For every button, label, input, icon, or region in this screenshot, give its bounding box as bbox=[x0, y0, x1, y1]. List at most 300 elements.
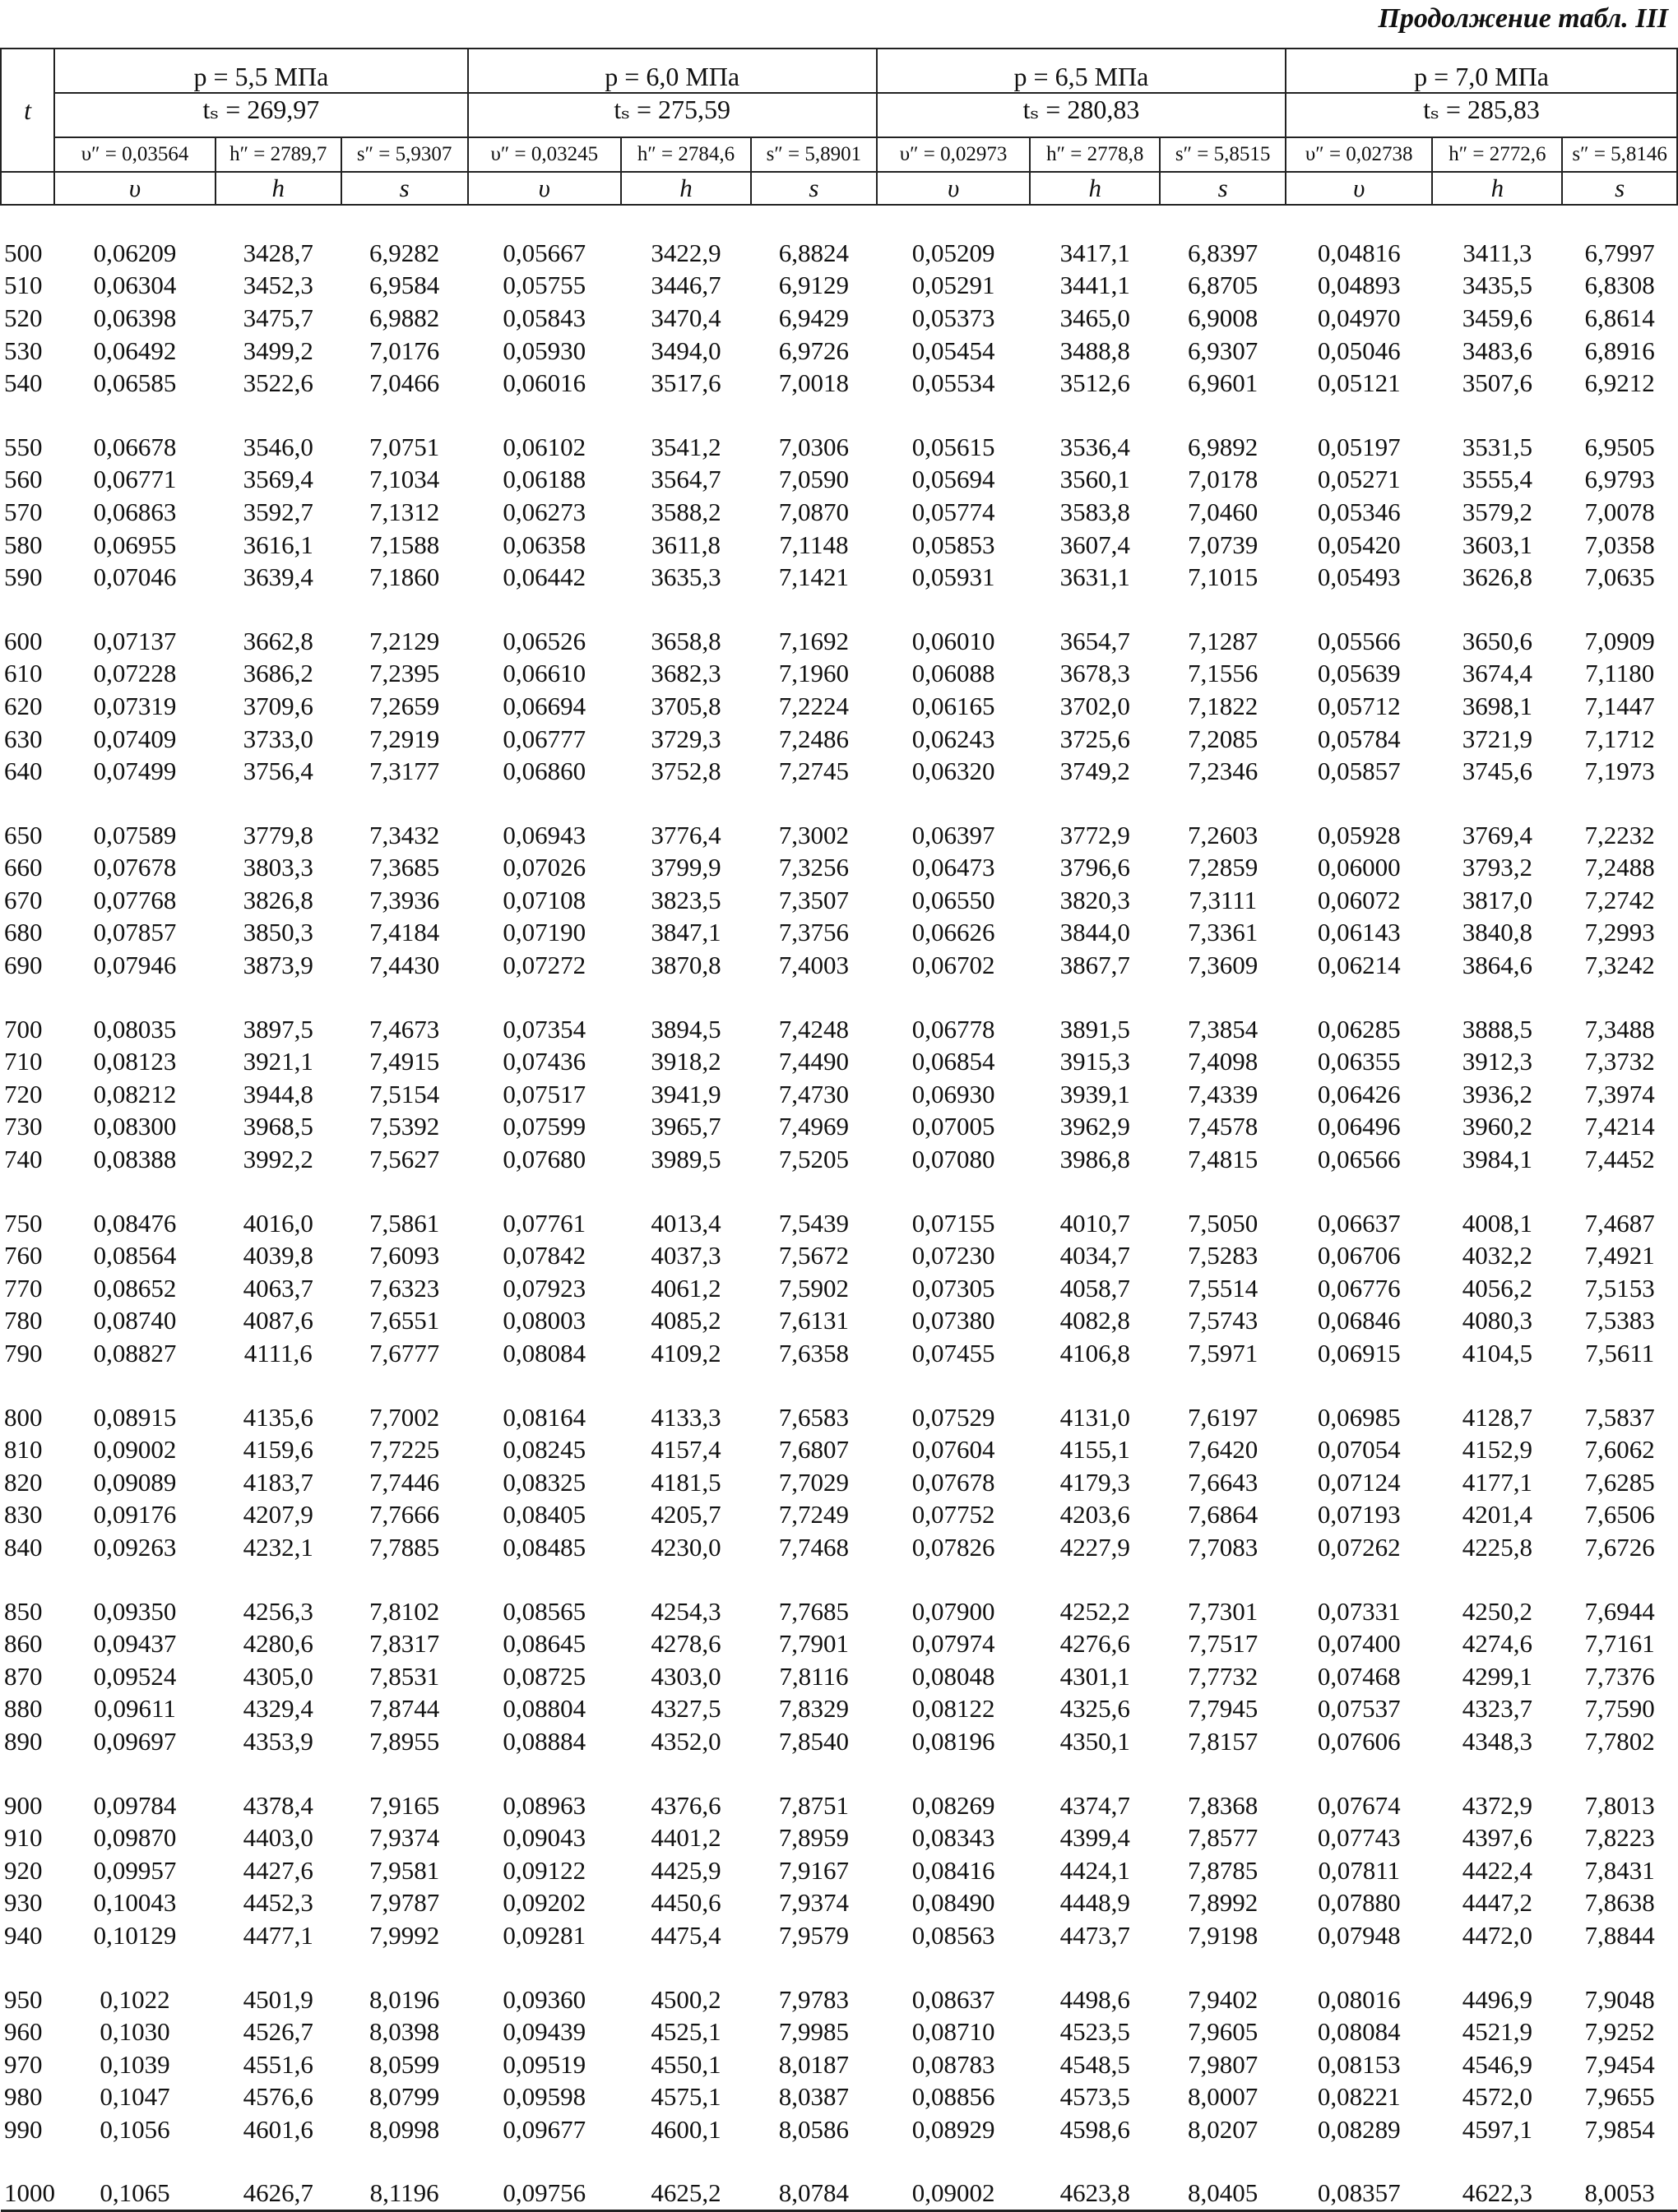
v-cell-3: 0,05121 bbox=[1317, 368, 1401, 398]
temperature-cell: 510 bbox=[4, 271, 43, 300]
s-cell-0: 6,9584 bbox=[369, 271, 440, 300]
h-cell-3: 4546,9 bbox=[1462, 2049, 1532, 2079]
h-cell-1: 4157,4 bbox=[651, 1435, 721, 1465]
h-cell-3: 4622,3 bbox=[1432, 2177, 1562, 2211]
col-v-3: υ bbox=[1286, 172, 1432, 205]
h-cell-2: 4106,8 bbox=[1059, 1339, 1130, 1368]
table-row bbox=[1, 658, 1677, 691]
s-cell-1: 7,4969 bbox=[778, 1112, 850, 1141]
s-cell-3: 7,6506 bbox=[1584, 1500, 1655, 1529]
v-cell-2: 0,05774 bbox=[911, 497, 995, 526]
s-cell-3: 7,9048 bbox=[1584, 1984, 1655, 2014]
h-cell-0: 3686,2 bbox=[243, 659, 313, 688]
table-row bbox=[1, 2015, 1677, 2048]
v-cell-1: 0,07517 bbox=[503, 1079, 586, 1108]
v-cell-1: 0,09756 bbox=[468, 2177, 621, 2211]
v-cell-0: 0,09350 bbox=[93, 1596, 177, 1626]
s-cell-3: 7,5153 bbox=[1584, 1273, 1655, 1303]
h-cell-3: 3984,1 bbox=[1462, 1145, 1532, 1174]
v-cell-1: 0,08804 bbox=[503, 1694, 586, 1724]
row-group-gap bbox=[1, 2146, 1677, 2177]
h-cell-3: 3888,5 bbox=[1462, 1014, 1532, 1044]
h-cell-2: 4523,5 bbox=[1059, 2017, 1130, 2047]
h-cell-0: 3662,8 bbox=[243, 626, 313, 655]
v-cell-2: 0,06854 bbox=[911, 1047, 995, 1076]
h-cell-3: 4008,1 bbox=[1462, 1208, 1532, 1238]
table-row bbox=[1, 2081, 1677, 2114]
s-cell-2: 6,9601 bbox=[1188, 368, 1258, 398]
s-cell-1: 7,9374 bbox=[778, 1888, 850, 1918]
v-cell-0: 0,1047 bbox=[100, 2082, 170, 2112]
s-cell-0: 7,5861 bbox=[369, 1208, 440, 1238]
temperature-cell: 600 bbox=[4, 626, 43, 655]
s-cell-3: 6,8614 bbox=[1584, 303, 1655, 332]
v-cell-3: 0,08016 bbox=[1317, 1984, 1401, 2014]
temperature-cell: 940 bbox=[4, 1920, 43, 1950]
sat-h-3: h″ = 2772,6 bbox=[1432, 137, 1562, 172]
s-cell-3: 7,1180 bbox=[1585, 659, 1655, 688]
h-cell-3: 4274,6 bbox=[1462, 1629, 1532, 1659]
v-cell-1: 0,07190 bbox=[503, 918, 586, 947]
h-cell-1: 3705,8 bbox=[651, 691, 721, 720]
v-cell-0: 0,09697 bbox=[93, 1726, 177, 1756]
sat-v-0: υ″ = 0,03564 bbox=[54, 137, 216, 172]
v-cell-2: 0,06088 bbox=[911, 659, 995, 688]
temperature-cell: 550 bbox=[4, 432, 43, 461]
table-row bbox=[1, 1239, 1677, 1272]
s-cell-3: 7,3974 bbox=[1584, 1079, 1655, 1108]
v-cell-3: 0,05639 bbox=[1317, 659, 1401, 688]
v-cell-1: 0,05667 bbox=[503, 238, 586, 267]
v-cell-3: 0,08153 bbox=[1317, 2049, 1401, 2079]
v-cell-2: 0,07752 bbox=[911, 1500, 995, 1529]
s-cell-2: 6,9008 bbox=[1188, 303, 1258, 332]
h-cell-0: 3475,7 bbox=[243, 303, 313, 332]
v-cell-0: 0,07589 bbox=[93, 820, 177, 849]
v-cell-2: 0,08490 bbox=[911, 1888, 995, 1918]
table-row bbox=[1, 1078, 1677, 1111]
temperature-cell: 830 bbox=[4, 1500, 43, 1529]
h-cell-1: 3517,6 bbox=[651, 368, 721, 398]
v-cell-2: 0,05615 bbox=[911, 432, 995, 461]
h-cell-1: 3894,5 bbox=[651, 1014, 721, 1044]
temperature-cell: 650 bbox=[4, 820, 43, 849]
v-cell-2: 0,07230 bbox=[911, 1241, 995, 1270]
col-v-0: υ bbox=[54, 172, 216, 205]
h-cell-2: 3512,6 bbox=[1059, 368, 1130, 398]
h-cell-1: 3611,8 bbox=[651, 530, 721, 559]
v-cell-2: 0,07305 bbox=[911, 1273, 995, 1303]
v-cell-0: 0,08123 bbox=[93, 1047, 177, 1076]
table-row bbox=[1, 561, 1677, 594]
temperature-cell: 590 bbox=[4, 562, 43, 592]
temperature-cell: 740 bbox=[4, 1145, 43, 1174]
table-row bbox=[1, 270, 1677, 303]
v-cell-3: 0,06285 bbox=[1317, 1014, 1401, 1044]
v-cell-0: 0,10043 bbox=[93, 1888, 177, 1918]
s-cell-1: 6,9429 bbox=[778, 303, 850, 332]
h-cell-0: 4452,3 bbox=[243, 1888, 313, 1918]
h-cell-3: 4080,3 bbox=[1462, 1306, 1532, 1335]
v-cell-2: 0,06397 bbox=[911, 820, 995, 849]
s-cell-0: 7,7002 bbox=[369, 1402, 440, 1432]
h-cell-2: 3867,7 bbox=[1059, 951, 1130, 980]
table-row bbox=[1, 1887, 1677, 1920]
h-cell-0: 3968,5 bbox=[243, 1112, 313, 1141]
v-cell-1: 0,08164 bbox=[503, 1402, 586, 1432]
v-cell-0: 0,08300 bbox=[93, 1112, 177, 1141]
s-cell-0: 7,8955 bbox=[369, 1726, 440, 1756]
s-cell-0: 7,0466 bbox=[369, 368, 440, 398]
v-cell-2: 0,05454 bbox=[911, 336, 995, 365]
v-cell-2: 0,05209 bbox=[911, 238, 995, 267]
h-cell-0: 4601,6 bbox=[243, 2114, 313, 2144]
v-cell-2: 0,08637 bbox=[911, 1984, 995, 2014]
temperature-header: t bbox=[1, 49, 54, 172]
s-cell-2: 7,4578 bbox=[1188, 1112, 1258, 1141]
h-cell-1: 4376,6 bbox=[651, 1790, 721, 1820]
v-cell-0: 0,07768 bbox=[93, 885, 177, 914]
v-cell-0: 0,06955 bbox=[93, 530, 177, 559]
v-cell-2: 0,07005 bbox=[911, 1112, 995, 1141]
v-cell-0: 0,06209 bbox=[93, 238, 177, 267]
table-row bbox=[1, 2177, 1677, 2211]
v-cell-2: 0,06165 bbox=[911, 691, 995, 720]
h-cell-3: 3817,0 bbox=[1462, 885, 1532, 914]
h-cell-1: 4254,3 bbox=[651, 1596, 721, 1626]
h-cell-2: 3536,4 bbox=[1059, 432, 1130, 461]
h-cell-0: 4159,6 bbox=[243, 1435, 313, 1465]
row-group-gap bbox=[1, 1370, 1677, 1401]
h-cell-1: 4230,0 bbox=[651, 1532, 721, 1562]
table-row bbox=[1, 1693, 1677, 1726]
s-cell-1: 7,0018 bbox=[778, 368, 850, 398]
v-cell-1: 0,09439 bbox=[503, 2017, 586, 2047]
v-cell-0: 0,06398 bbox=[93, 303, 177, 332]
s-cell-0: 7,9787 bbox=[369, 1888, 440, 1918]
h-cell-1: 4061,2 bbox=[651, 1273, 721, 1303]
s-cell-3: 6,9505 bbox=[1584, 432, 1655, 461]
h-cell-2: 3465,0 bbox=[1059, 303, 1130, 332]
h-cell-0: 3944,8 bbox=[243, 1079, 313, 1108]
v-cell-0: 0,09611 bbox=[94, 1694, 176, 1724]
s-cell-3: 7,0078 bbox=[1584, 497, 1655, 526]
table-row bbox=[1, 1045, 1677, 1078]
table-caption: Продолжение табл. III bbox=[1378, 3, 1668, 34]
s-cell-2: 7,0178 bbox=[1188, 465, 1258, 494]
sat-h-0: h″ = 2789,7 bbox=[216, 137, 341, 172]
s-cell-2: 7,6197 bbox=[1188, 1402, 1258, 1432]
table-row bbox=[1, 723, 1677, 756]
col-h-0: h bbox=[216, 172, 341, 205]
group-saturation-temp-0: tₛ = 269,97 bbox=[54, 93, 467, 137]
v-cell-0: 0,1065 bbox=[54, 2177, 216, 2211]
h-cell-1: 4550,1 bbox=[651, 2049, 721, 2079]
table-row bbox=[1, 367, 1677, 400]
sat-s-3: s″ = 5,8146 bbox=[1562, 137, 1677, 172]
s-cell-3: 7,6944 bbox=[1584, 1596, 1655, 1626]
h-cell-1: 3729,3 bbox=[651, 724, 721, 753]
h-cell-3: 4152,9 bbox=[1462, 1435, 1532, 1465]
h-cell-2: 3962,9 bbox=[1059, 1112, 1130, 1141]
temperature-cell: 970 bbox=[4, 2049, 43, 2079]
s-cell-2: 7,1556 bbox=[1188, 659, 1258, 688]
v-cell-2: 0,06473 bbox=[911, 853, 995, 882]
h-cell-1: 4450,6 bbox=[651, 1888, 721, 1918]
s-cell-1: 7,9579 bbox=[778, 1920, 850, 1950]
s-cell-3: 7,4452 bbox=[1584, 1145, 1655, 1174]
v-cell-3: 0,06072 bbox=[1317, 885, 1401, 914]
h-cell-2: 3560,1 bbox=[1059, 465, 1130, 494]
s-cell-3: 7,4687 bbox=[1584, 1208, 1655, 1238]
s-cell-0: 7,9374 bbox=[369, 1823, 440, 1853]
v-cell-0: 0,08740 bbox=[93, 1306, 177, 1335]
s-cell-1: 7,4730 bbox=[778, 1079, 850, 1108]
v-cell-1: 0,09360 bbox=[503, 1984, 586, 2014]
v-cell-1: 0,06358 bbox=[503, 530, 586, 559]
temperature-cell: 620 bbox=[4, 691, 43, 720]
s-cell-2: 7,0739 bbox=[1188, 530, 1258, 559]
s-cell-3: 7,7590 bbox=[1584, 1694, 1655, 1724]
h-cell-1: 3965,7 bbox=[651, 1112, 721, 1141]
h-cell-1: 3541,2 bbox=[651, 432, 721, 461]
h-cell-1: 4037,3 bbox=[651, 1241, 721, 1270]
h-cell-1: 4327,5 bbox=[651, 1694, 721, 1724]
gap-cell bbox=[1, 788, 1677, 819]
s-cell-1: 7,5902 bbox=[778, 1273, 850, 1303]
h-cell-0: 3733,0 bbox=[243, 724, 313, 753]
v-cell-0: 0,08476 bbox=[93, 1208, 177, 1238]
h-cell-0: 3803,3 bbox=[243, 853, 313, 882]
s-cell-3: 7,0635 bbox=[1584, 562, 1655, 592]
row-group-gap bbox=[1, 594, 1677, 625]
v-cell-1: 0,08325 bbox=[503, 1467, 586, 1497]
s-cell-1: 7,8751 bbox=[778, 1790, 850, 1820]
h-cell-3: 3936,2 bbox=[1462, 1079, 1532, 1108]
s-cell-3: 7,6726 bbox=[1584, 1532, 1655, 1562]
s-cell-2: 7,6643 bbox=[1188, 1467, 1258, 1497]
h-cell-3: 4201,4 bbox=[1462, 1500, 1532, 1529]
s-cell-1: 7,3507 bbox=[778, 885, 850, 914]
h-cell-1: 3752,8 bbox=[651, 757, 721, 786]
table-row bbox=[1, 949, 1677, 982]
h-cell-0: 3897,5 bbox=[243, 1014, 313, 1044]
h-cell-1: 3918,2 bbox=[651, 1047, 721, 1076]
v-cell-3: 0,07880 bbox=[1317, 1888, 1401, 1918]
col-s-2: s bbox=[1160, 172, 1286, 205]
v-cell-3: 0,05493 bbox=[1317, 562, 1401, 592]
table-row bbox=[1, 1660, 1677, 1693]
v-cell-1: 0,05755 bbox=[503, 271, 586, 300]
v-cell-2: 0,08929 bbox=[911, 2114, 995, 2144]
temperature-cell: 910 bbox=[4, 1823, 43, 1853]
v-cell-0: 0,06492 bbox=[93, 336, 177, 365]
h-cell-2: 4598,6 bbox=[1059, 2114, 1130, 2144]
s-cell-3: 7,4921 bbox=[1584, 1241, 1655, 1270]
sat-v-1: υ″ = 0,03245 bbox=[468, 137, 621, 172]
temperature-cell: 960 bbox=[4, 2017, 43, 2047]
temperature-cell: 560 bbox=[4, 465, 43, 494]
v-cell-2: 0,06010 bbox=[911, 626, 995, 655]
h-cell-1: 4625,2 bbox=[621, 2177, 751, 2211]
gap-cell bbox=[1, 1952, 1677, 1983]
s-cell-3: 7,6285 bbox=[1584, 1467, 1655, 1497]
table-row bbox=[1, 1013, 1677, 1046]
table-row bbox=[1, 852, 1677, 885]
s-cell-2: 7,3854 bbox=[1188, 1014, 1258, 1044]
table-row bbox=[1, 1466, 1677, 1499]
h-cell-3: 4521,9 bbox=[1462, 2017, 1532, 2047]
h-cell-3: 4299,1 bbox=[1462, 1661, 1532, 1691]
v-cell-3: 0,05566 bbox=[1317, 626, 1401, 655]
h-cell-2: 4573,5 bbox=[1059, 2082, 1130, 2112]
v-cell-3: 0,06000 bbox=[1317, 853, 1401, 882]
h-cell-3: 3840,8 bbox=[1462, 918, 1532, 947]
v-cell-0: 0,08915 bbox=[93, 1402, 177, 1432]
h-cell-2: 4325,6 bbox=[1059, 1694, 1130, 1724]
v-cell-2: 0,06243 bbox=[911, 724, 995, 753]
s-cell-2: 7,9807 bbox=[1188, 2049, 1258, 2079]
v-cell-0: 0,09870 bbox=[93, 1823, 177, 1853]
temperature-cell: 850 bbox=[4, 1596, 43, 1626]
v-cell-1: 0,07923 bbox=[503, 1273, 586, 1303]
s-cell-1: 7,7468 bbox=[778, 1532, 850, 1562]
v-cell-2: 0,05534 bbox=[911, 368, 995, 398]
s-cell-1: 7,1421 bbox=[778, 562, 850, 592]
s-cell-2: 6,9892 bbox=[1188, 432, 1258, 461]
temperature-cell: 660 bbox=[4, 853, 43, 882]
v-cell-1: 0,09519 bbox=[503, 2049, 586, 2079]
v-cell-1: 0,08884 bbox=[503, 1726, 586, 1756]
v-cell-3: 0,06985 bbox=[1317, 1402, 1401, 1432]
s-cell-3: 7,2488 bbox=[1584, 853, 1655, 882]
h-cell-2: 4058,7 bbox=[1059, 1273, 1130, 1303]
h-cell-3: 3626,8 bbox=[1462, 562, 1532, 592]
s-cell-1: 7,4003 bbox=[778, 951, 850, 980]
h-cell-0: 4576,6 bbox=[243, 2082, 313, 2112]
s-cell-3: 7,8223 bbox=[1584, 1823, 1655, 1853]
group-saturation-temp-1: tₛ = 275,59 bbox=[468, 93, 877, 137]
v-cell-0: 0,07946 bbox=[93, 951, 177, 980]
h-cell-1: 3494,0 bbox=[651, 336, 721, 365]
h-cell-0: 4135,6 bbox=[243, 1402, 313, 1432]
h-cell-0: 3616,1 bbox=[243, 530, 313, 559]
h-cell-2: 4034,7 bbox=[1059, 1241, 1130, 1270]
s-cell-1: 7,8116 bbox=[779, 1661, 849, 1691]
v-cell-2: 0,08856 bbox=[911, 2082, 995, 2112]
table-row bbox=[1, 335, 1677, 368]
s-cell-3: 8,0053 bbox=[1562, 2177, 1677, 2211]
h-cell-0: 4501,9 bbox=[243, 1984, 313, 2014]
v-cell-1: 0,08405 bbox=[503, 1500, 586, 1529]
v-cell-3: 0,06637 bbox=[1317, 1208, 1401, 1238]
s-cell-0: 7,9165 bbox=[369, 1790, 440, 1820]
col-h-1: h bbox=[621, 172, 751, 205]
s-cell-2: 7,5283 bbox=[1188, 1241, 1258, 1270]
h-cell-0: 4087,6 bbox=[243, 1306, 313, 1335]
temperature-cell: 630 bbox=[4, 724, 43, 753]
s-cell-1: 7,1148 bbox=[779, 530, 849, 559]
s-cell-0: 7,2129 bbox=[369, 626, 440, 655]
s-cell-0: 7,8744 bbox=[369, 1694, 440, 1724]
s-cell-1: 7,6583 bbox=[778, 1402, 850, 1432]
s-cell-2: 7,5514 bbox=[1188, 1273, 1258, 1303]
s-cell-1: 7,2486 bbox=[778, 724, 850, 753]
h-cell-2: 4473,7 bbox=[1059, 1920, 1130, 1950]
v-cell-1: 0,09043 bbox=[503, 1823, 586, 1853]
temperature-cell: 710 bbox=[4, 1047, 43, 1076]
s-cell-0: 8,0196 bbox=[369, 1984, 440, 2014]
s-cell-3: 6,9212 bbox=[1584, 368, 1655, 398]
v-cell-3: 0,05857 bbox=[1317, 757, 1401, 786]
s-cell-0: 7,7446 bbox=[369, 1467, 440, 1497]
h-cell-2: 3702,0 bbox=[1059, 691, 1130, 720]
gap-cell bbox=[1, 594, 1677, 625]
v-cell-2: 0,08783 bbox=[911, 2049, 995, 2079]
v-cell-1: 0,08084 bbox=[503, 1339, 586, 1368]
v-cell-2: 0,09002 bbox=[877, 2177, 1030, 2211]
s-cell-2: 7,7083 bbox=[1188, 1532, 1258, 1562]
s-cell-1: 6,9726 bbox=[778, 336, 850, 365]
s-cell-0: 7,4915 bbox=[369, 1047, 440, 1076]
h-cell-3: 4372,9 bbox=[1462, 1790, 1532, 1820]
s-cell-2: 7,8577 bbox=[1188, 1823, 1258, 1853]
s-cell-1: 7,8540 bbox=[778, 1726, 850, 1756]
s-cell-1: 7,5439 bbox=[778, 1208, 850, 1238]
h-cell-0: 3428,7 bbox=[243, 238, 313, 267]
h-cell-0: 4063,7 bbox=[243, 1273, 313, 1303]
table-row bbox=[1, 1401, 1677, 1434]
s-cell-3: 7,2993 bbox=[1584, 918, 1655, 947]
h-cell-2: 3417,1 bbox=[1059, 238, 1130, 267]
v-cell-3: 0,06496 bbox=[1317, 1112, 1401, 1141]
s-cell-0: 7,3177 bbox=[369, 757, 440, 786]
table-row bbox=[1, 1143, 1677, 1176]
h-cell-3: 3864,6 bbox=[1462, 951, 1532, 980]
s-cell-0: 7,9992 bbox=[369, 1920, 440, 1950]
h-cell-2: 3986,8 bbox=[1059, 1145, 1130, 1174]
s-cell-0: 7,0751 bbox=[369, 432, 440, 461]
s-cell-2: 7,6864 bbox=[1188, 1500, 1258, 1529]
s-cell-1: 8,0586 bbox=[778, 2114, 850, 2144]
h-cell-0: 4526,7 bbox=[243, 2017, 313, 2047]
v-cell-2: 0,08196 bbox=[911, 1726, 995, 1756]
s-cell-1: 7,0306 bbox=[778, 432, 850, 461]
h-cell-0: 4378,4 bbox=[243, 1790, 313, 1820]
v-cell-3: 0,06915 bbox=[1317, 1339, 1401, 1368]
v-cell-3: 0,07468 bbox=[1317, 1661, 1401, 1691]
temperature-cell: 990 bbox=[4, 2114, 43, 2144]
s-cell-0: 7,6777 bbox=[369, 1339, 440, 1368]
s-cell-1: 7,8329 bbox=[778, 1694, 850, 1724]
s-cell-3: 7,9854 bbox=[1584, 2114, 1655, 2144]
v-cell-1: 0,06860 bbox=[503, 757, 586, 786]
s-cell-2: 7,2603 bbox=[1188, 820, 1258, 849]
v-cell-0: 0,06863 bbox=[93, 497, 177, 526]
table-row bbox=[1, 2048, 1677, 2081]
s-cell-1: 7,8959 bbox=[778, 1823, 850, 1853]
h-cell-0: 4280,6 bbox=[243, 1629, 313, 1659]
h-cell-0: 4183,7 bbox=[243, 1467, 313, 1497]
s-cell-0: 6,9282 bbox=[369, 238, 440, 267]
s-cell-3: 7,6062 bbox=[1584, 1435, 1655, 1465]
s-cell-2: 7,4815 bbox=[1188, 1145, 1258, 1174]
h-cell-2: 4155,1 bbox=[1059, 1435, 1130, 1465]
s-cell-0: 8,0799 bbox=[369, 2082, 440, 2112]
h-cell-3: 3674,4 bbox=[1462, 659, 1532, 688]
v-cell-3: 0,05420 bbox=[1317, 530, 1401, 559]
table-row bbox=[1, 1531, 1677, 1564]
